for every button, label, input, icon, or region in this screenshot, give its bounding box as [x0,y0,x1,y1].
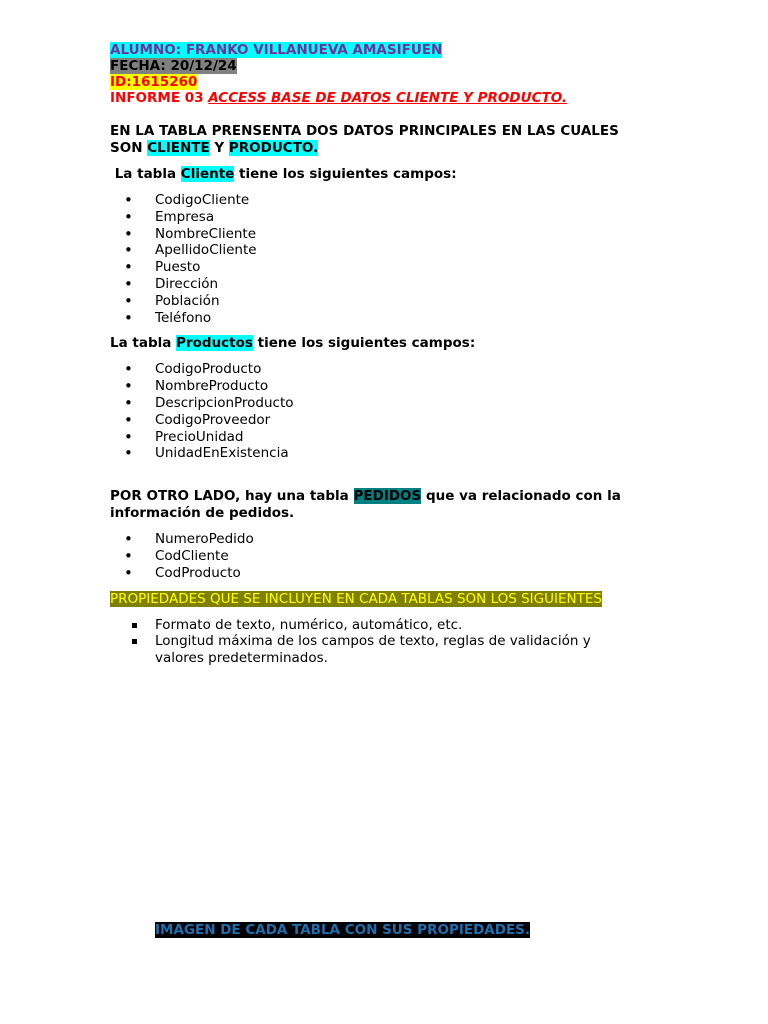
cliente-heading [110,166,670,183]
id-line [110,74,670,90]
pedidos-pre: POR OTRO LADO, hay una tabla [110,488,354,505]
cliente-fields-list [110,192,670,326]
list-item: Longitud máxima de los campos de texto, reglas de validación y valores predeterminados. [110,633,625,667]
list-item: • NumeroPedido [110,531,670,548]
list-item: • CodigoProducto [110,361,670,378]
list-item: • CodigoCliente [110,192,670,209]
list-item: • UnidadEnExistencia [110,445,670,462]
productos-heading [110,335,670,352]
propiedades-list [110,617,670,667]
list-item: • Dirección [110,276,670,293]
list-item: • DescripcionProducto [110,395,670,412]
student-name: ALUMNO: FRANKO VILLANUEVA AMASIFUEN [110,42,443,58]
propiedades-heading-line [110,591,670,608]
intro-y: Y [209,140,229,156]
pedidos-line-1 [110,488,670,505]
cliente-heading-pre: La tabla [110,166,181,182]
intro-line-2 [110,140,670,157]
productos-heading-pre: La tabla [110,335,177,352]
list-item: • ApellidoCliente [110,242,670,259]
intro-paragraph [110,123,670,157]
list-item: Formato de texto, numérico, automático, etc. [110,617,670,634]
intro-line-1: EN LA TABLA PRENSENTA DOS DATOS PRINCIPALES EN LAS CUALES [110,123,619,139]
list-item: • PrecioUnidad [110,429,670,446]
productos-fields-list [110,361,670,462]
document-body [110,42,670,667]
report-date: FECHA: 20/12/24 [110,58,237,74]
report-number: INFORME 03 [110,90,209,106]
report-title [110,90,670,106]
list-item: • NombreProducto [110,378,670,395]
list-item: • NombreCliente [110,226,670,243]
cliente-highlight: CLIENTE [147,140,210,156]
list-item: • CodCliente [110,548,670,565]
list-item: • Puesto [110,259,670,276]
imagen-caption: IMAGEN DE CADA TABLA CON SUS PROPIEDADES. [155,922,531,938]
student-id: ID:1615260 [110,74,198,90]
pedidos-fields-list [110,531,670,581]
propiedades-heading: PROPIEDADES QUE SE INCLUYEN EN CADA TABLAS SON LOS SIGUIENTES [110,590,602,607]
list-item: • Población [110,293,670,310]
list-item: • CodProducto [110,565,670,582]
producto-highlight: PRODUCTO. [228,140,319,156]
cliente-table-name: Cliente [180,166,235,182]
pedidos-post: que va relacionado con la [421,488,621,505]
student-line [110,42,670,58]
intro-son: SON [110,140,148,156]
productos-table-name: Productos [176,335,253,352]
productos-heading-post: tiene los siguientes campos: [252,335,476,352]
pedidos-table-name: PEDIDOS [353,488,422,505]
report-subject: ACCESS BASE DE DATOS CLIENTE Y PRODUCTO. [208,90,567,106]
list-item: • Empresa [110,209,670,226]
pedidos-line-2: información de pedidos. [110,505,295,522]
date-line [110,58,670,74]
pedidos-paragraph [110,488,670,522]
list-item: • CodigoProveedor [110,412,670,429]
list-item: • Teléfono [110,310,670,327]
cliente-heading-post: tiene los siguientes campos: [234,166,457,182]
